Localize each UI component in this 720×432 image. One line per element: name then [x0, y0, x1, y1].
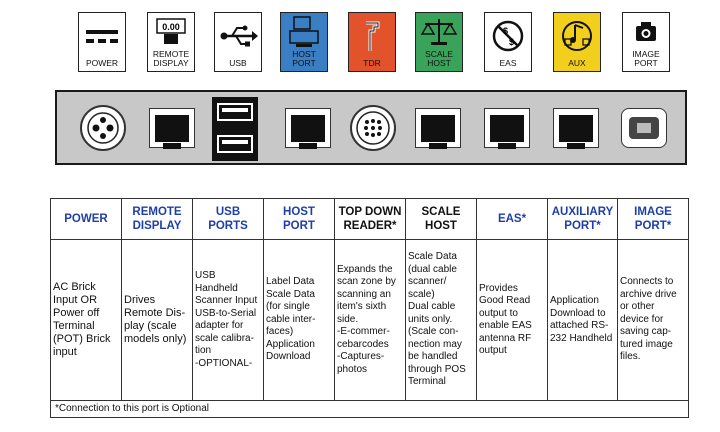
header-eas: EAS* [477, 199, 548, 240]
usb-icon [218, 22, 258, 50]
icon-label: REMOTE DISPLAY [152, 49, 190, 68]
icon-label: EAS [499, 58, 517, 68]
remote-display-icon [151, 16, 191, 48]
cell-scale-host: Scale Data (dual cable scanner/ scale) Dual cable units only. (Scale con-nection may be handled through POS Terminal [406, 240, 477, 401]
tdr-icon [352, 19, 392, 53]
power-label-box [78, 12, 126, 72]
icon-label: USB [229, 58, 247, 68]
icon-label: TDR [363, 58, 381, 68]
table-header-row [51, 199, 689, 240]
cell-usb-ports: USB Handheld Scanner Input USB-to-Serial adapter for scale calibra-tion -OPTIONAL- [193, 240, 264, 401]
aux-rj-port[interactable] [553, 108, 599, 148]
scale-host-rj-port[interactable] [415, 108, 461, 148]
table-footnote-row [51, 401, 689, 418]
remote-display-rj-port[interactable] [149, 108, 195, 148]
cell-power: AC Brick Input OR Power off Terminal (POT) Brick input [51, 240, 122, 401]
eas-rj-port[interactable] [484, 108, 530, 148]
icon-label: AUX [568, 58, 586, 68]
icon-label: SCALE HOST [425, 49, 453, 68]
cell-eas: Provides Good Read output to enable EAS antenna RF output [477, 240, 548, 401]
aux-label-box [553, 12, 601, 72]
header-auxiliary-port: AUXILIARY PORT* [548, 199, 618, 240]
svg-text:$: $ [503, 26, 509, 36]
eas-icon [488, 19, 528, 53]
aux-icon [557, 19, 597, 53]
usb-ports[interactable] [212, 97, 258, 161]
port-description-table [50, 198, 689, 418]
mini-din-pins-icon [352, 107, 394, 149]
cell-top-down-reader: Expands the scan zone by scanning an item's sixth side. -E-commer-cebarcodes -Captures-photos [335, 240, 406, 401]
cell-remote-display: Drives Remote Dis-play (scale models only) [122, 240, 193, 401]
cell-host-port: Label Data Scale Data (for single cable inter-faces) Application Download [264, 240, 335, 401]
power-connector[interactable] [80, 105, 126, 151]
host-port-label-box [280, 12, 328, 72]
cell-image-port: Connects to archive drive or other device for saving cap-tured image files. [618, 240, 689, 401]
header-image-port: IMAGE PORT* [618, 199, 689, 240]
usb-label-box [214, 12, 262, 72]
header-usb-ports: USB PORTS [193, 199, 264, 240]
power-icon [82, 22, 122, 50]
remote-display-readout: 0.00 [162, 21, 180, 32]
icon-label: HOST PORT [292, 49, 316, 68]
table-row [51, 240, 689, 401]
connector-panel [55, 90, 687, 165]
image-port-icon [626, 17, 666, 47]
cell-auxiliary-port: Application Download to attached RS-232 Handheld [548, 240, 618, 401]
tdr-label-box [348, 12, 396, 72]
scale-host-icon [419, 16, 459, 48]
header-remote-display: REMOTE DISPLAY [122, 199, 193, 240]
scale-host-label-box [415, 12, 463, 72]
header-scale-host: SCALE HOST [406, 199, 477, 240]
header-top-down-reader: TOP DOWN READER* [335, 199, 406, 240]
icon-label: IMAGE PORT [632, 49, 660, 68]
tdr-mini-din-port[interactable] [350, 105, 396, 151]
header-host-port: HOST PORT [264, 199, 335, 240]
image-port-label-box [622, 12, 670, 72]
power-pins-icon [82, 107, 124, 149]
image-usb-b-port[interactable] [621, 108, 667, 148]
host-rj-port[interactable] [285, 108, 331, 148]
svg-text:$: $ [509, 37, 515, 47]
icon-label: POWER [85, 58, 119, 68]
header-power: POWER [51, 199, 122, 240]
eas-label-box [484, 12, 532, 72]
host-port-icon [284, 15, 324, 49]
remote-display-label-box [147, 12, 195, 72]
optional-footnote: *Connection to this port is Optional [51, 401, 689, 418]
